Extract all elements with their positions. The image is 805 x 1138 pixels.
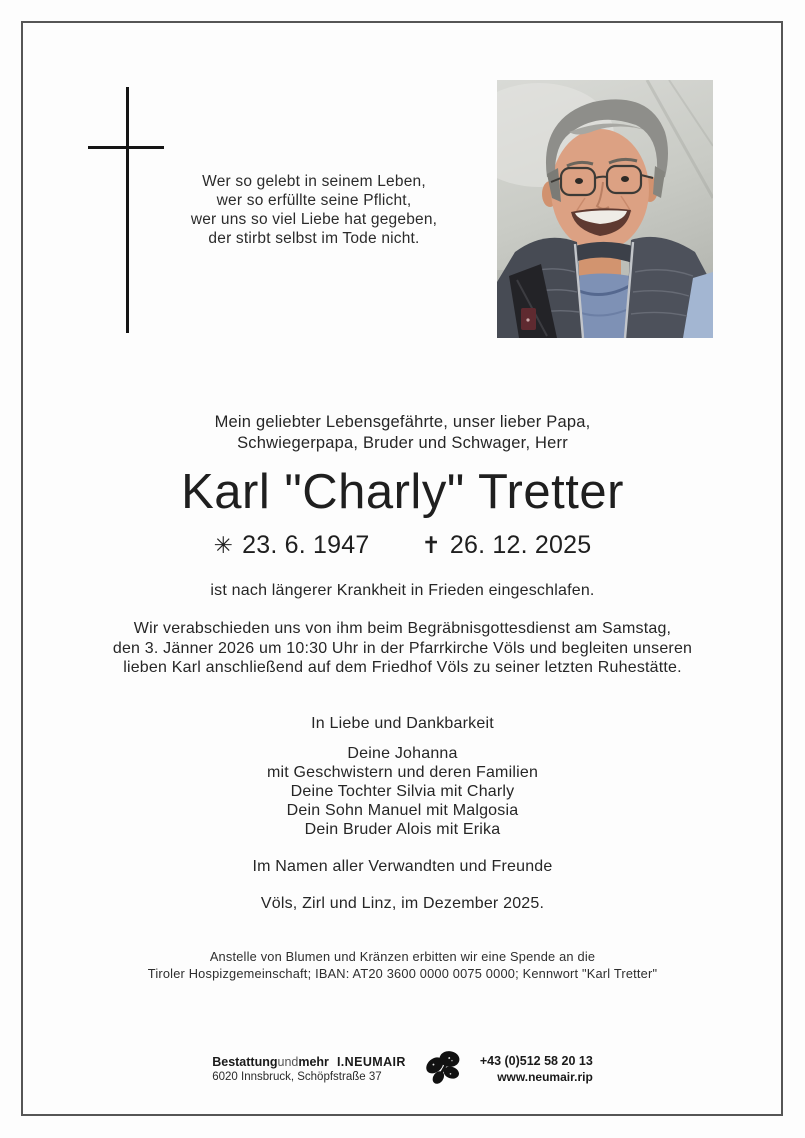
death-date-group (421, 531, 591, 560)
death-cross-icon: ✝ (421, 532, 441, 558)
portrait-illustration (497, 80, 713, 338)
poem-line: wer uns so viel Liebe hat gegeben, (190, 211, 438, 228)
place-date-line: Völs, Zirl und Linz, im Dezember 2025. (260, 895, 545, 912)
funeral-line: lieben Karl anschließend auf dem Friedhof Völs zu seiner letzten Ruhestätte. (123, 659, 682, 676)
poem-line: Wer so gelebt in seinem Leben, (202, 173, 426, 190)
funeral-line: den 3. Jänner 2026 um 10:30 Uhr in der Pfarrkirche Völs und begleiten unseren (112, 639, 693, 657)
poem-line: der stirbt selbst im Tode nicht. (208, 230, 420, 247)
brand-part: mehr (298, 1055, 329, 1069)
memorial-cross-icon (88, 146, 164, 149)
brand-part: und (277, 1055, 299, 1069)
birth-star-icon: ✳ (213, 532, 234, 558)
memorial-poem (104, 172, 524, 248)
funeral-home-contact (480, 1054, 593, 1084)
website-url: www.neumair.rip (497, 1070, 593, 1084)
funeral-home-brand (212, 1055, 406, 1069)
intro-text (0, 412, 805, 454)
donation-note (0, 948, 805, 982)
mourner-line: Deine Tochter Silvia mit Charly (290, 783, 515, 800)
death-note: ist nach längerer Krankheit in Frieden eingeschlafen. (210, 582, 595, 599)
brand-part: Bestattung (212, 1055, 278, 1069)
funeral-home-address: 6020 Innsbruck, Schöpfstraße 37 (212, 1071, 382, 1083)
phone-number: +43 (0)512 58 20 13 (479, 1054, 593, 1068)
funeral-home-footer (0, 1048, 805, 1090)
deceased-name: Karl "Charly" Tretter (181, 465, 624, 519)
funeral-announcement (0, 619, 805, 678)
mourner-line: Dein Bruder Alois mit Erika (304, 821, 501, 838)
butterfly-icon (422, 1048, 464, 1090)
intro-line: Schwiegerpapa, Bruder und Schwager, Herr (237, 434, 568, 452)
in-name-of-line: Im Namen aller Verwandten und Freunde (252, 858, 553, 875)
mourner-line: mit Geschwistern und deren Familien (266, 764, 539, 781)
funeral-home-info (212, 1055, 406, 1083)
birth-date-group (214, 531, 370, 560)
company-name: I.NEUMAIR (336, 1055, 406, 1069)
mourners-list (0, 744, 805, 839)
birth-date: 23. 6. 1947 (242, 531, 370, 559)
portrait-photo (497, 80, 713, 338)
poem-line: wer so erfüllte seine Pflicht, (216, 192, 412, 209)
funeral-line: Wir verabschieden uns von ihm beim Begräbnisgottesdienst am Samstag, (133, 620, 672, 637)
mourner-line: Dein Sohn Manuel mit Malgosia (286, 802, 519, 819)
donation-line: Anstelle von Blumen und Kränzen erbitten wir eine Spende an die (209, 949, 596, 964)
donation-line: Tiroler Hospizgemeinschaft; IBAN: AT20 3600 0000 0075 0000; Kennwort "Karl Tretter" (147, 966, 658, 981)
gratitude-line: In Liebe und Dankbarkeit (311, 715, 494, 732)
death-date: 26. 12. 2025 (449, 531, 592, 559)
mourner-line: Deine Johanna (347, 745, 458, 762)
intro-line: Mein geliebter Lebensgefährte, unser lieber Papa, (214, 413, 591, 431)
life-dates (0, 531, 805, 560)
